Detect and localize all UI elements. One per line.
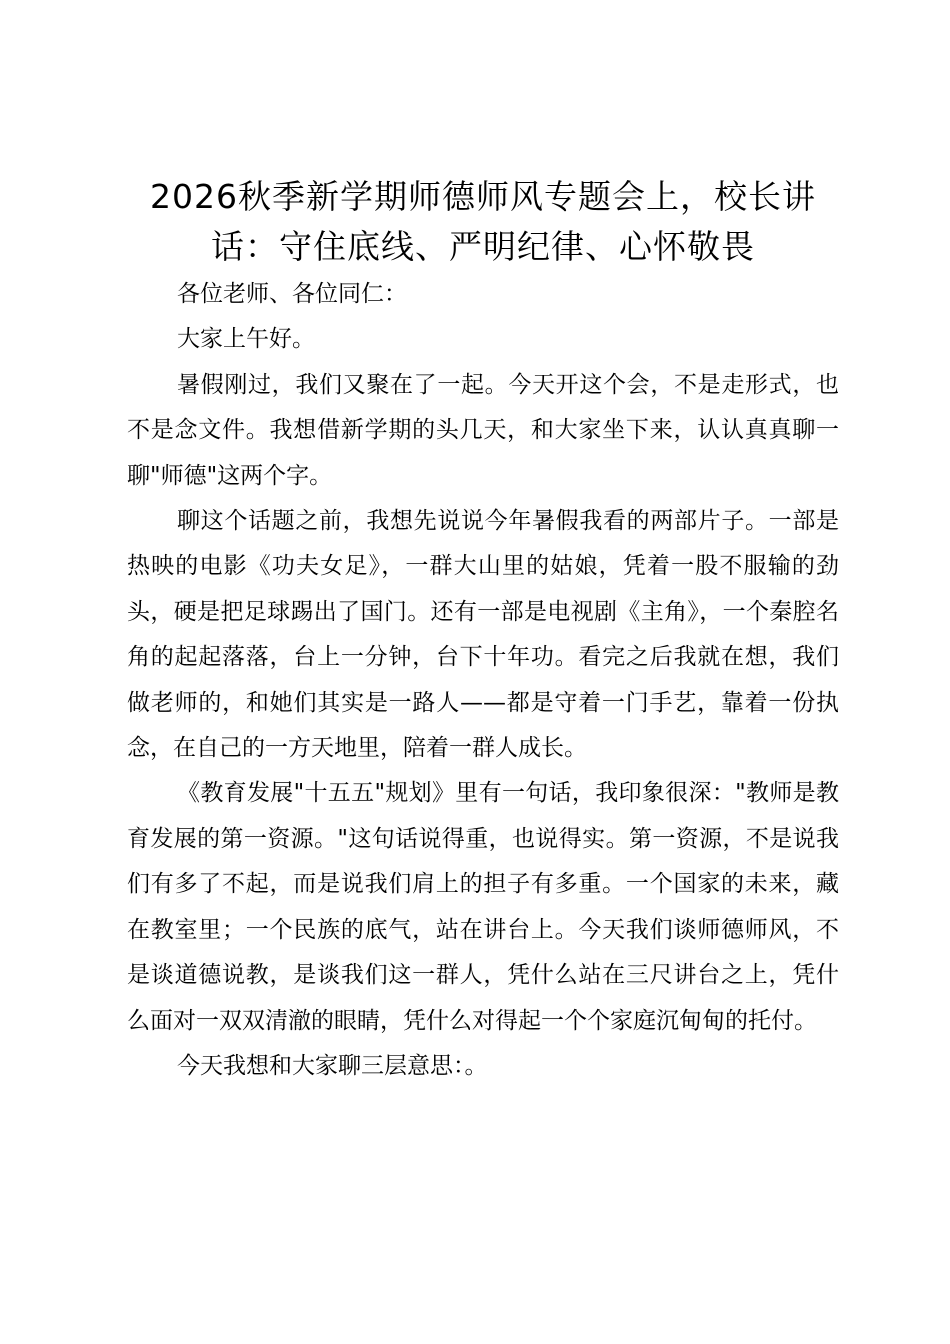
paragraph-greeting: 各位老师、各位同仁： xyxy=(177,281,407,307)
paragraph-planning: 《教育发展"十五五"规划》里有一句话，我印象很深："教师是教育发展的第一资源。"这句话说得重，也说得实。第一资源，不是说我们有多了不起，而是说我们肩上的担子有多重。一个国家的未来，藏在教室里；一个民族的底气，站在讲台上。今天我们谈师德师风，不是谈道德说教，是谈我们这一群人，凭什么站在三尺讲台之上，凭什么面对一双双清澈的眼睛，凭什么对得起一个个家庭沉甸甸的托付。 xyxy=(127,780,839,1034)
paragraph-opening: 暑假刚过，我们又聚在了一起。今天开这个会，不是走形式，也不是念文件。我想借新学期的头几天，和大家坐下来，认认真真聊一聊"师德"这两个字。 xyxy=(127,371,839,489)
document-page xyxy=(127,172,839,1089)
paragraph-salutation: 大家上午好。 xyxy=(177,326,315,353)
paragraph-outline: 今天我想和大家聊三层意思：。 xyxy=(177,1052,488,1079)
paragraph-films: 聊这个话题之前，我想先说说今年暑假我看的两部片子。一部是热映的电影《功夫女足》，一群大山里的姑娘，凭着一股不服输的劲头，硬是把足球踢出了国门。还有一部是电视剧《主角》，一个秦腔名角的起起落落，台上一分钟，台下十年功。看完之后我就在想，我们做老师的，和她们其实是一路人——都是守着一门手艺，靠着一份执念，在自己的一方天地里，陪着一群人成长。 xyxy=(127,508,839,762)
document-title: 2026秋季新学期师德师风专题会上，校长讲话：守住底线、严明纪律、心怀敬畏 xyxy=(150,177,816,266)
